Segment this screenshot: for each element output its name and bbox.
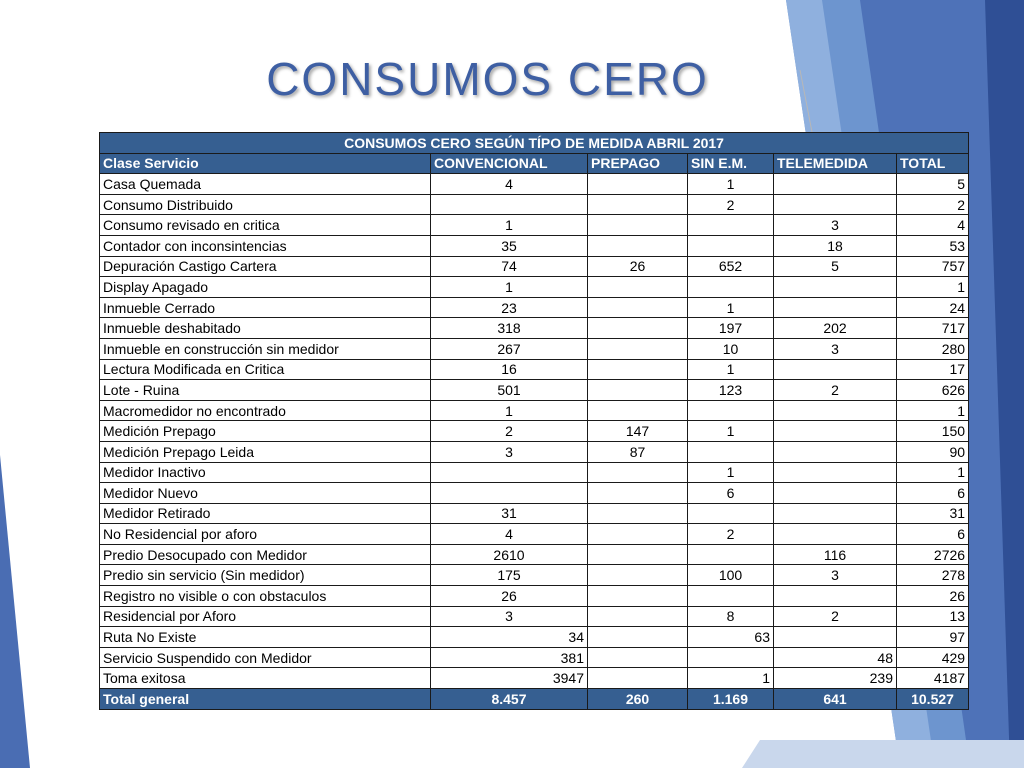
header-clase-servicio: Clase Servicio [100, 153, 431, 174]
cell-sin-em: 1 [688, 668, 774, 689]
cell-total: 4 [897, 215, 969, 236]
header-sin-em: SIN E.M. [688, 153, 774, 174]
row-label: Medidor Retirado [100, 503, 431, 524]
table-row [100, 400, 969, 421]
table-row [100, 544, 969, 565]
table-row [100, 565, 969, 586]
row-label: Consumo revisado en critica [100, 215, 431, 236]
cell-telemedida [774, 586, 897, 607]
table-row [100, 359, 969, 380]
cell-telemedida [774, 400, 897, 421]
cell-convencional [431, 194, 588, 215]
cell-total: 150 [897, 421, 969, 442]
cell-telemedida [774, 421, 897, 442]
cell-telemedida: 2 [774, 380, 897, 401]
cell-sin-em [688, 647, 774, 668]
cell-total: 278 [897, 565, 969, 586]
total-total: 10.527 [897, 689, 969, 710]
cell-sin-em [688, 441, 774, 462]
table-row [100, 462, 969, 483]
cell-sin-em [688, 544, 774, 565]
cell-prepago [588, 215, 688, 236]
cell-prepago [588, 483, 688, 504]
table-row [100, 215, 969, 236]
table-row [100, 606, 969, 627]
cell-telemedida [774, 194, 897, 215]
row-label: Inmueble Cerrado [100, 297, 431, 318]
table-row [100, 627, 969, 648]
cell-total: 6 [897, 524, 969, 545]
header-convencional: CONVENCIONAL [431, 153, 588, 174]
row-label: Consumo Distribuido [100, 194, 431, 215]
table-caption: CONSUMOS CERO SEGÚN TÍPO DE MEDIDA ABRIL 2017 [100, 133, 969, 154]
cell-telemedida: 18 [774, 235, 897, 256]
row-label: Medición Prepago Leida [100, 441, 431, 462]
row-label: Ruta No Existe [100, 627, 431, 648]
cell-convencional: 318 [431, 318, 588, 339]
table-row [100, 194, 969, 215]
cell-telemedida [774, 297, 897, 318]
cell-prepago: 147 [588, 421, 688, 442]
cell-sin-em: 652 [688, 256, 774, 277]
cell-prepago [588, 606, 688, 627]
total-row [100, 689, 969, 710]
row-label: Contador con inconsintencias [100, 235, 431, 256]
cell-prepago [588, 462, 688, 483]
cell-prepago: 87 [588, 441, 688, 462]
cell-telemedida [774, 359, 897, 380]
row-label: Lectura Modificada en Critica [100, 359, 431, 380]
cell-total: 26 [897, 586, 969, 607]
cell-total: 1 [897, 277, 969, 298]
cell-total: 4187 [897, 668, 969, 689]
cell-telemedida: 239 [774, 668, 897, 689]
table-row [100, 318, 969, 339]
row-label: Servicio Suspendido con Medidor [100, 647, 431, 668]
table-row [100, 256, 969, 277]
table-row [100, 668, 969, 689]
cell-total: 24 [897, 297, 969, 318]
cell-convencional: 74 [431, 256, 588, 277]
cell-convencional: 4 [431, 524, 588, 545]
cell-prepago [588, 277, 688, 298]
cell-convencional: 2 [431, 421, 588, 442]
cell-total: 429 [897, 647, 969, 668]
cell-total: 13 [897, 606, 969, 627]
header-telemedida: TELEMEDIDA [774, 153, 897, 174]
table-row [100, 338, 969, 359]
row-label: Medidor Inactivo [100, 462, 431, 483]
cell-telemedida [774, 627, 897, 648]
cell-telemedida: 3 [774, 215, 897, 236]
table-row [100, 235, 969, 256]
cell-sin-em [688, 277, 774, 298]
row-label: Depuración Castigo Cartera [100, 256, 431, 277]
table-row [100, 647, 969, 668]
cell-total: 97 [897, 627, 969, 648]
total-telemedida: 641 [774, 689, 897, 710]
cell-sin-em: 10 [688, 338, 774, 359]
cell-prepago [588, 647, 688, 668]
cell-prepago [588, 380, 688, 401]
cell-telemedida: 3 [774, 338, 897, 359]
row-label: Predio Desocupado con Medidor [100, 544, 431, 565]
left-accent-shape [0, 455, 30, 768]
cell-convencional: 501 [431, 380, 588, 401]
cell-sin-em: 6 [688, 483, 774, 504]
cell-sin-em: 197 [688, 318, 774, 339]
cell-telemedida [774, 503, 897, 524]
cell-sin-em: 1 [688, 421, 774, 442]
table-body [100, 174, 969, 689]
cell-telemedida [774, 441, 897, 462]
cell-convencional: 31 [431, 503, 588, 524]
cell-telemedida [774, 174, 897, 195]
total-prepago: 260 [588, 689, 688, 710]
table-row [100, 421, 969, 442]
row-label: Display Apagado [100, 277, 431, 298]
cell-prepago [588, 359, 688, 380]
cell-convencional: 267 [431, 338, 588, 359]
cell-sin-em: 100 [688, 565, 774, 586]
cell-total: 1 [897, 462, 969, 483]
cell-total: 5 [897, 174, 969, 195]
cell-prepago [588, 503, 688, 524]
cell-prepago [588, 194, 688, 215]
header-prepago: PREPAGO [588, 153, 688, 174]
cell-convencional [431, 462, 588, 483]
cell-prepago [588, 565, 688, 586]
cell-convencional: 16 [431, 359, 588, 380]
cell-total: 90 [897, 441, 969, 462]
row-label: Inmueble en construcción sin medidor [100, 338, 431, 359]
cell-convencional: 34 [431, 627, 588, 648]
row-label: Predio sin servicio (Sin medidor) [100, 565, 431, 586]
table-row [100, 524, 969, 545]
cell-prepago [588, 297, 688, 318]
cell-total: 757 [897, 256, 969, 277]
header-total: TOTAL [897, 153, 969, 174]
cell-telemedida [774, 483, 897, 504]
cell-prepago [588, 318, 688, 339]
cell-convencional: 1 [431, 400, 588, 421]
cell-total: 53 [897, 235, 969, 256]
table-row [100, 483, 969, 504]
cell-total: 17 [897, 359, 969, 380]
table-row [100, 297, 969, 318]
cell-convencional: 3 [431, 441, 588, 462]
cell-sin-em: 1 [688, 174, 774, 195]
bottom-right-fill [742, 740, 1024, 768]
cell-convencional: 3 [431, 606, 588, 627]
cell-prepago [588, 544, 688, 565]
cell-convencional: 3947 [431, 668, 588, 689]
row-label: Inmueble deshabitado [100, 318, 431, 339]
cell-prepago [588, 586, 688, 607]
cell-prepago [588, 400, 688, 421]
cell-telemedida: 5 [774, 256, 897, 277]
cell-convencional: 175 [431, 565, 588, 586]
cell-sin-em: 8 [688, 606, 774, 627]
cell-convencional: 26 [431, 586, 588, 607]
cell-sin-em: 2 [688, 524, 774, 545]
table-row [100, 277, 969, 298]
row-label: Toma exitosa [100, 668, 431, 689]
cell-prepago [588, 668, 688, 689]
row-label: Residencial por Aforo [100, 606, 431, 627]
table-row [100, 441, 969, 462]
cell-telemedida: 3 [774, 565, 897, 586]
cell-convencional: 381 [431, 647, 588, 668]
row-label: Medidor Nuevo [100, 483, 431, 504]
cell-total: 2 [897, 194, 969, 215]
row-label: Lote - Ruina [100, 380, 431, 401]
cell-convencional: 1 [431, 215, 588, 236]
cell-telemedida [774, 524, 897, 545]
total-label: Total general [100, 689, 431, 710]
cell-sin-em: 1 [688, 462, 774, 483]
cell-telemedida [774, 277, 897, 298]
cell-telemedida [774, 462, 897, 483]
cell-sin-em: 63 [688, 627, 774, 648]
cell-prepago [588, 627, 688, 648]
cell-total: 31 [897, 503, 969, 524]
cell-sin-em: 1 [688, 359, 774, 380]
cell-convencional [431, 483, 588, 504]
cell-convencional: 23 [431, 297, 588, 318]
cell-sin-em [688, 400, 774, 421]
row-label: No Residencial por aforo [100, 524, 431, 545]
cell-prepago: 26 [588, 256, 688, 277]
cell-sin-em: 2 [688, 194, 774, 215]
cell-convencional: 1 [431, 277, 588, 298]
cell-sin-em [688, 503, 774, 524]
cell-sin-em: 123 [688, 380, 774, 401]
cell-telemedida: 202 [774, 318, 897, 339]
cell-convencional: 4 [431, 174, 588, 195]
cell-sin-em [688, 215, 774, 236]
row-label: Registro no visible o con obstaculos [100, 586, 431, 607]
cell-total: 2726 [897, 544, 969, 565]
cell-telemedida: 48 [774, 647, 897, 668]
cell-convencional: 35 [431, 235, 588, 256]
cell-total: 717 [897, 318, 969, 339]
table-row [100, 586, 969, 607]
cell-telemedida: 2 [774, 606, 897, 627]
cell-sin-em [688, 235, 774, 256]
cell-telemedida: 116 [774, 544, 897, 565]
row-label: Macromedidor no encontrado [100, 400, 431, 421]
table-row [100, 503, 969, 524]
table-row [100, 174, 969, 195]
total-convencional: 8.457 [431, 689, 588, 710]
cell-total: 280 [897, 338, 969, 359]
cell-convencional: 2610 [431, 544, 588, 565]
cell-total: 626 [897, 380, 969, 401]
cell-prepago [588, 235, 688, 256]
slide-title: CONSUMOS CERO [266, 53, 709, 105]
cell-sin-em [688, 586, 774, 607]
cell-total: 1 [897, 400, 969, 421]
consumos-table [99, 132, 969, 710]
cell-sin-em: 1 [688, 297, 774, 318]
table-row [100, 380, 969, 401]
row-label: Medición Prepago [100, 421, 431, 442]
row-label: Casa Quemada [100, 174, 431, 195]
cell-prepago [588, 174, 688, 195]
cell-total: 6 [897, 483, 969, 504]
cell-prepago [588, 338, 688, 359]
cell-prepago [588, 524, 688, 545]
total-sin-em: 1.169 [688, 689, 774, 710]
